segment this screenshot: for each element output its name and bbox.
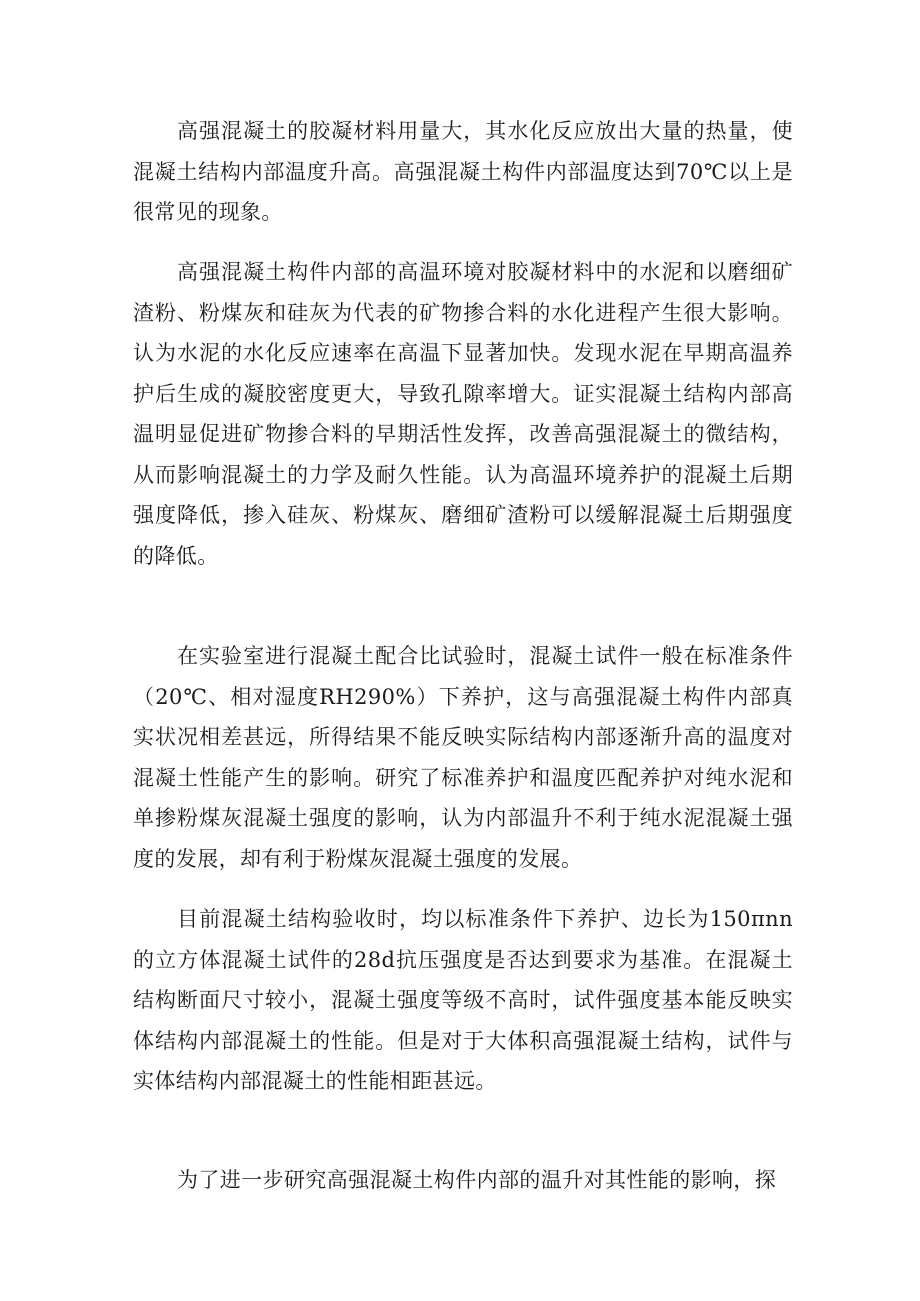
paragraph-high-temperature-effects: 高强混凝土构件内部的高温环境对胶凝材料中的水泥和以磨细矿渣粉、粉煤灰和硅灰为代表的矿物掺合料的水化进程产生很大影响。认为水泥的水化反应速率在高温下显著加快。发现水泥在早期高温养护后生成的凝胶密度更大，导致孔隙率增大。证实混凝土结构内部高温明显促进矿物掺合料的早期活性发挥，改善高强混凝土的微结构，从而影响混凝土的力学及耐久性能。认为高温环境养护的混凝土后期强度降低，掺入硅灰、粉煤灰、磨细矿渣粉可以缓解混凝土后期强度的降低。 <box>133 260 793 568</box>
paragraph-heat-of-hydration: 高强混凝土的胶凝材料用量大，其水化反应放出大量的热量，使混凝土结构内部温度升高。高强混凝土构件内部温度达到70℃以上是很常见的现象。 <box>133 119 793 224</box>
paragraph-further-research: 为了进一步研究高强混凝土构件内部的温升对其性能的影响，探 <box>177 1168 777 1192</box>
paragraph-standard-curing: 在实验室进行混凝土配合比试验时，混凝土试件一般在标准条件（20℃、相对湿度RH290%）下养护，这与高强混凝土构件内部真实状况相差甚远，所得结果不能反映实际结构内部逐渐升高的温度对混凝土性能产生的影响。研究了标准养护和温度匹配养护对纯水泥和单掺粉煤灰混凝土强度的影响，认为内部温升不利于纯水泥混凝土强度的发展，却有利于粉煤灰混凝土强度的发展。 <box>133 644 793 871</box>
paragraph-structure-acceptance: 目前混凝土结构验收时，均以标准条件下养护、边长为150πnn的立方体混凝土试件的28d抗压强度是否达到要求为基准。在混凝土结构断面尺寸较小，混凝土强度等级不高时，试件强度基本能反映实体结构内部混凝土的性能。但是对于大体积高强混凝土结构，试件与实体结构内部混凝土的性能相距甚远。 <box>133 907 793 1093</box>
